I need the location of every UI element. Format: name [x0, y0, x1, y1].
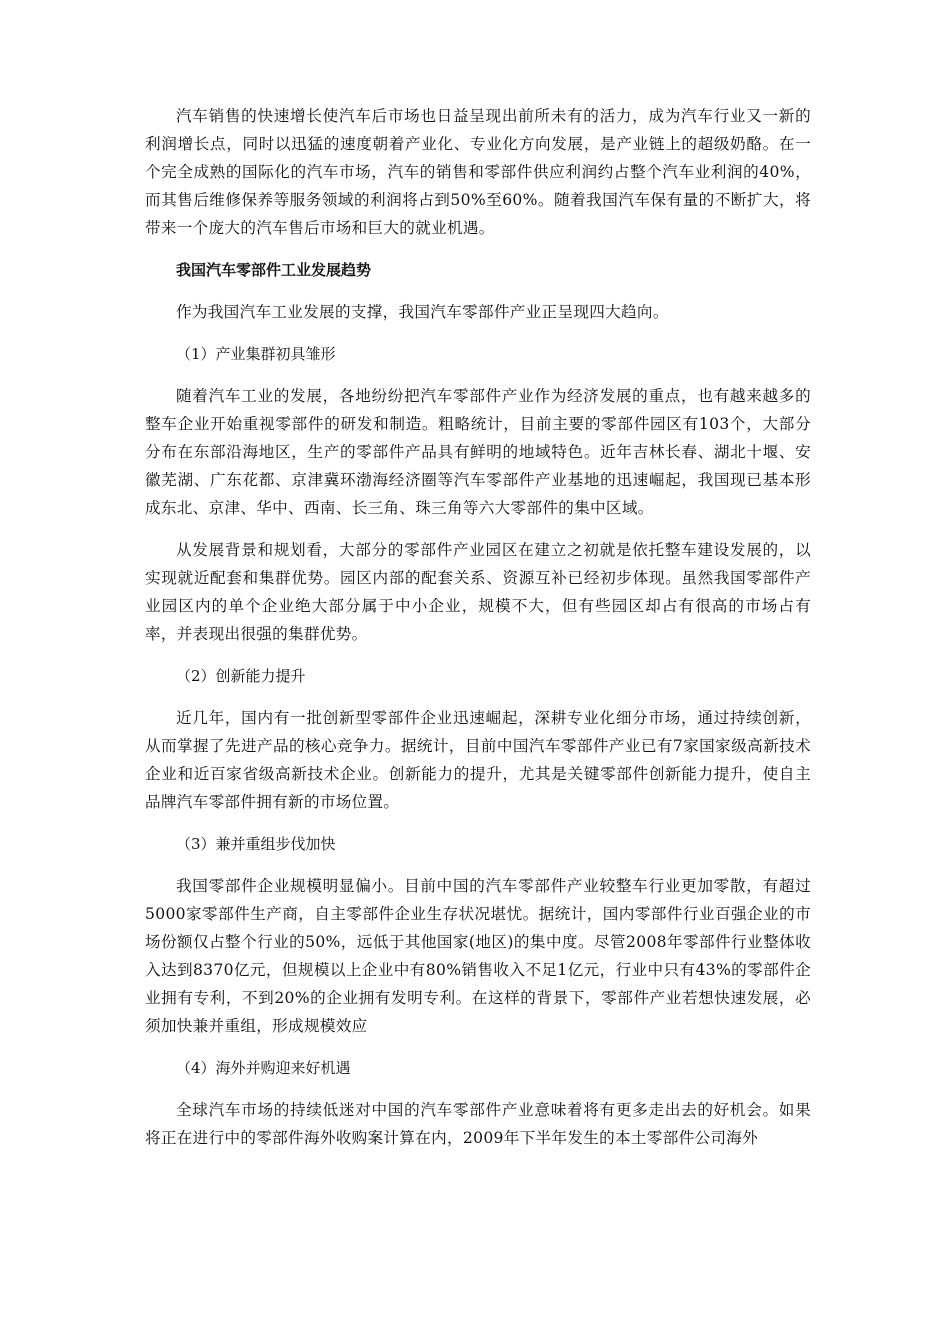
- document-page: [145, 102, 811, 1152]
- paragraph-overseas: 全球汽车市场的持续低迷对中国的汽车零部件产业意味着将有更多走出去的好机会。如果将正在进行中的零部件海外收购案计算在内，2009年下半年发生的本土零部件公司海外: [145, 1101, 811, 1147]
- paragraph-cluster-1: 随着汽车工业的发展，各地纷纷把汽车零部件产业作为经济发展的重点，也有越来越多的整车企业开始重视零部件的研发和制造。粗略统计，目前主要的零部件园区有103个，大部分分布在东部沿海地区，生产的零部件产品具有鲜明的地域特色。近年吉林长春、湖北十堰、安徽芜湖、广东花都、京津冀环渤海经济圈等汽车零部件产业基地的迅速崛起，我国现已基本形成东北、京津、华中、西南、长三角、珠三角等六大零部件的集中区域。: [145, 387, 811, 517]
- subheading-overseas: （4）海外并购迎来好机遇: [176, 1059, 351, 1077]
- section-heading: 我国汽车零部件工业发展趋势: [176, 261, 372, 279]
- paragraph-aftermarket: 汽车销售的快速增长使汽车后市场也日益呈现出前所未有的活力，成为汽车行业又一新的利润增长点，同时以迅猛的速度朝着产业化、专业化方向发展，是产业链上的超级奶酪。在一个完全成熟的国际化的汽车市场，汽车的销售和零部件供应利润约占整个汽车业利润的40%，而其售后维修保养等服务领域的利润将占到50%至60%。随着我国汽车保有量的不断扩大，将带来一个庞大的汽车售后市场和巨大的就业机遇。: [145, 107, 811, 237]
- paragraph-intro-trends: 作为我国汽车工业发展的支撑，我国汽车零部件产业正呈现四大趋向。: [176, 303, 669, 321]
- paragraph-cluster-2: 从发展背景和规划看，大部分的零部件产业园区在建立之初就是依托整车建设发展的，以实现就近配套和集群优势。园区内部的配套关系、资源互补已经初步体现。虽然我国零部件产业园区内的单个企业绝大部分属于中小企业，规模不大，但有些园区却占有很高的市场占有率，并表现出很强的集群优势。: [145, 541, 811, 643]
- paragraph-mergers: 我国零部件企业规模明显偏小。目前中国的汽车零部件产业较整车行业更加零散，有超过5000家零部件生产商，自主零部件企业生存状况堪忧。据统计，国内零部件行业百强企业的市场份额仅占整个行业的50%，远低于其他国家(地区)的集中度。尽管2008年零部件行业整体收入达到8370亿元，但规模以上企业中有80%销售收入不足1亿元，行业中只有43%的零部件企业拥有专利，不到20%的企业拥有发明专利。在这样的背景下，零部件产业若想快速发展，必须加快兼并重组，形成规模效应: [145, 877, 811, 1035]
- subheading-innovation: （2）创新能力提升: [176, 667, 306, 685]
- subheading-mergers: （3）兼并重组步伐加快: [176, 835, 336, 853]
- paragraph-innovation: 近几年，国内有一批创新型零部件企业迅速崛起，深耕专业化细分市场，通过持续创新，从而掌握了先进产品的核心竞争力。据统计，目前中国汽车零部件产业已有7家国家级高新技术企业和近百家省级高新技术企业。创新能力的提升，尤其是关键零部件创新能力提升，使自主品牌汽车零部件拥有新的市场位置。: [145, 709, 811, 811]
- subheading-industry-cluster: （1）产业集群初具雏形: [176, 345, 336, 363]
